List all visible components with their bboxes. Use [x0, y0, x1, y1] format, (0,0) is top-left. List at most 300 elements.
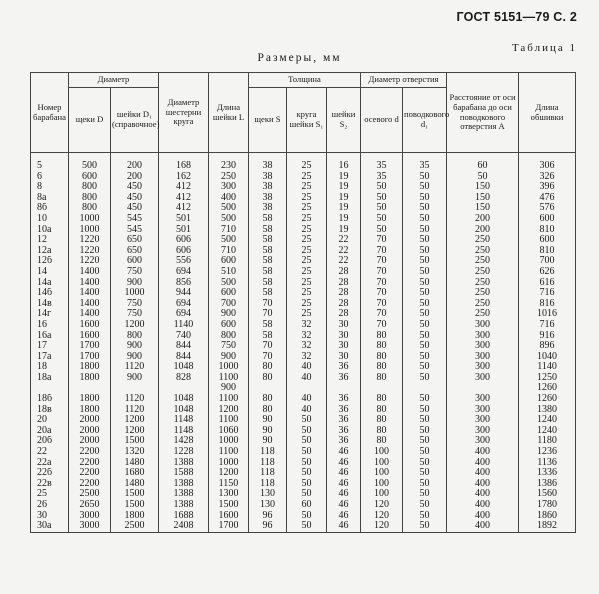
- table-cell: 606: [159, 235, 209, 246]
- table-cell: 70: [361, 309, 403, 320]
- table-row: [31, 500, 576, 511]
- table-cell: 118: [249, 458, 287, 469]
- table-cell: 800: [69, 203, 111, 214]
- table-cell: 50: [403, 225, 447, 236]
- table-cell: 58: [249, 267, 287, 278]
- table-cell: 1388: [159, 500, 209, 511]
- table-cell: 8б: [31, 203, 69, 214]
- table-cell: 1388: [159, 489, 209, 500]
- table-cell: 70: [249, 352, 287, 363]
- table-cell: 46: [327, 511, 361, 522]
- table-cell: 501: [159, 214, 209, 225]
- table-cell: 100: [361, 489, 403, 500]
- table-cell: 300: [447, 331, 519, 342]
- table-cell: 58: [249, 235, 287, 246]
- table-cell: 1148: [159, 426, 209, 437]
- table-cell: 1500: [209, 500, 249, 511]
- table-cell: 8а: [31, 193, 69, 204]
- table-label: Таблица 1: [511, 42, 577, 54]
- table-cell: 50: [403, 521, 447, 532]
- table-row: [31, 383, 576, 394]
- table-cell: 1600: [69, 331, 111, 342]
- table-cell: 58: [249, 331, 287, 342]
- table-cell: 120: [361, 521, 403, 532]
- header-lining-length: Длина обшивки: [519, 73, 576, 153]
- table-row: [31, 426, 576, 437]
- table-cell: 1800: [69, 362, 111, 373]
- table-cell: 22: [31, 447, 69, 458]
- table-cell: 400: [447, 500, 519, 511]
- table-cell: 46: [327, 521, 361, 532]
- table-cell: 1680: [111, 468, 159, 479]
- table-cell: 50: [287, 415, 327, 426]
- spec-table: [30, 72, 576, 533]
- table-cell: 96: [249, 521, 287, 532]
- table-cell: 38: [249, 172, 287, 183]
- table-cell: 38: [249, 153, 287, 172]
- table-cell: 80: [361, 394, 403, 405]
- table-cell: 1500: [111, 436, 159, 447]
- table-cell: 19: [327, 225, 361, 236]
- table-cell: 1400: [69, 309, 111, 320]
- table-cell: 32: [287, 341, 327, 352]
- table-cell: 944: [159, 288, 209, 299]
- table-cell: 50: [361, 182, 403, 193]
- table-cell: 700: [519, 256, 576, 267]
- table-cell: 25: [287, 153, 327, 172]
- spec-table-container: [30, 72, 575, 533]
- table-cell: 46: [327, 458, 361, 469]
- table-cell: 545: [111, 225, 159, 236]
- table-cell: 300: [447, 362, 519, 373]
- table-cell: 50: [403, 309, 447, 320]
- table-row: [31, 320, 576, 331]
- table-cell: 50: [287, 479, 327, 490]
- table-cell: 80: [361, 352, 403, 363]
- table-row: [31, 405, 576, 416]
- table-cell: [69, 383, 111, 394]
- table-row: [31, 225, 576, 236]
- table-row: [31, 352, 576, 363]
- table-cell: 18б: [31, 394, 69, 405]
- table-cell: 58: [249, 320, 287, 331]
- table-cell: 1100: [209, 373, 249, 384]
- table-cell: 1000: [209, 436, 249, 447]
- table-cell: 12: [31, 235, 69, 246]
- table-cell: 70: [361, 299, 403, 310]
- table-cell: 306: [519, 153, 576, 172]
- table-cell: 1800: [69, 373, 111, 384]
- table-cell: 50: [403, 203, 447, 214]
- table-cell: 14б: [31, 288, 69, 299]
- table-cell: 25: [287, 172, 327, 183]
- table-header: [31, 73, 576, 153]
- table-cell: 200: [447, 214, 519, 225]
- table-cell: 1200: [111, 426, 159, 437]
- table-cell: 250: [447, 309, 519, 320]
- table-cell: 14: [31, 267, 69, 278]
- table-cell: 5: [31, 153, 69, 172]
- table-cell: 19: [327, 172, 361, 183]
- table-cell: 816: [519, 299, 576, 310]
- table-cell: 70: [361, 320, 403, 331]
- table-cell: 50: [403, 278, 447, 289]
- table-cell: 400: [447, 479, 519, 490]
- table-cell: 100: [361, 468, 403, 479]
- table-cell: 19: [327, 214, 361, 225]
- table-cell: 25: [287, 278, 327, 289]
- table-cell: 20б: [31, 436, 69, 447]
- table-cell: 36: [327, 394, 361, 405]
- table-cell: 800: [69, 193, 111, 204]
- table-cell: 1388: [159, 479, 209, 490]
- table-cell: 750: [111, 267, 159, 278]
- table-cell: 1100: [209, 394, 249, 405]
- table-cell: 3000: [69, 521, 111, 532]
- header-diameter-group: Диаметр: [69, 73, 159, 88]
- table-cell: 1000: [69, 214, 111, 225]
- table-cell: 80: [361, 362, 403, 373]
- table-cell: 1500: [111, 500, 159, 511]
- table-cell: 500: [69, 153, 111, 172]
- table-cell: 810: [519, 246, 576, 257]
- table-cell: 50: [403, 246, 447, 257]
- table-cell: 600: [111, 256, 159, 267]
- table-cell: 916: [519, 331, 576, 342]
- table-cell: 28: [327, 299, 361, 310]
- table-row: [31, 331, 576, 342]
- header-axial-d: осевого d: [361, 88, 403, 153]
- header-neck-d1: шейки D₁ (справочное): [111, 88, 159, 153]
- table-cell: 700: [209, 299, 249, 310]
- table-cell: 900: [209, 352, 249, 363]
- table-cell: 40: [287, 362, 327, 373]
- table-cell: 25: [287, 256, 327, 267]
- table-cell: 35: [403, 153, 447, 172]
- table-cell: 16: [327, 153, 361, 172]
- table-cell: 1120: [111, 362, 159, 373]
- table-cell: 1400: [69, 267, 111, 278]
- table-row: [31, 468, 576, 479]
- table-cell: [403, 383, 447, 394]
- table-cell: 1200: [209, 468, 249, 479]
- table-row: [31, 214, 576, 225]
- table-cell: 50: [403, 511, 447, 522]
- table-cell: 716: [519, 288, 576, 299]
- table-cell: 1140: [159, 320, 209, 331]
- table-cell: 1560: [519, 489, 576, 500]
- table-cell: 10а: [31, 225, 69, 236]
- table-row: [31, 288, 576, 299]
- table-cell: 80: [361, 426, 403, 437]
- table-cell: 300: [447, 341, 519, 352]
- table-cell: 16а: [31, 331, 69, 342]
- table-cell: 1200: [111, 320, 159, 331]
- table-cell: 501: [159, 225, 209, 236]
- table-cell: 650: [111, 246, 159, 257]
- table-cell: 130: [249, 489, 287, 500]
- table-cell: 450: [111, 203, 159, 214]
- table-cell: 19: [327, 203, 361, 214]
- table-cell: 900: [209, 383, 249, 394]
- table-cell: 50: [287, 458, 327, 469]
- table-cell: 1100: [209, 447, 249, 458]
- header-hole-group: Диаметр отверстия: [361, 73, 447, 88]
- table-cell: 50: [403, 288, 447, 299]
- table-cell: 250: [447, 267, 519, 278]
- table-row: [31, 172, 576, 183]
- table-cell: 1250: [519, 373, 576, 384]
- table-cell: 25: [287, 182, 327, 193]
- table-row: [31, 256, 576, 267]
- table-cell: 35: [361, 153, 403, 172]
- table-cell: 740: [159, 331, 209, 342]
- table-cell: 2200: [69, 458, 111, 469]
- table-cell: 50: [287, 447, 327, 458]
- table-cell: 400: [447, 447, 519, 458]
- table-cell: 300: [447, 373, 519, 384]
- table-cell: 844: [159, 352, 209, 363]
- table-cell: 1300: [209, 489, 249, 500]
- table-cell: 200: [111, 172, 159, 183]
- table-row: [31, 373, 576, 384]
- table-cell: 36: [327, 415, 361, 426]
- table-cell: 80: [361, 373, 403, 384]
- table-cell: 1148: [159, 415, 209, 426]
- table-cell: 1800: [111, 511, 159, 522]
- table-cell: 2408: [159, 521, 209, 532]
- table-cell: 32: [287, 331, 327, 342]
- table-cell: 38: [249, 203, 287, 214]
- table-cell: 168: [159, 153, 209, 172]
- table-cell: 800: [111, 331, 159, 342]
- table-cell: 36: [327, 373, 361, 384]
- table-cell: 1892: [519, 521, 576, 532]
- table-cell: 19: [327, 193, 361, 204]
- table-cell: 70: [361, 256, 403, 267]
- table-cell: 396: [519, 182, 576, 193]
- table-cell: 1500: [111, 489, 159, 500]
- table-cell: 828: [159, 373, 209, 384]
- table-cell: 32: [287, 352, 327, 363]
- table-cell: 1016: [519, 309, 576, 320]
- table-cell: 118: [249, 468, 287, 479]
- table-cell: 50: [403, 299, 447, 310]
- table-row: [31, 436, 576, 447]
- table-cell: 40: [287, 373, 327, 384]
- table-cell: 50: [361, 225, 403, 236]
- table-cell: 710: [209, 246, 249, 257]
- table-cell: 14г: [31, 309, 69, 320]
- table-cell: 1800: [69, 394, 111, 405]
- table-cell: 2000: [69, 436, 111, 447]
- table-cell: 1000: [209, 362, 249, 373]
- table-row: [31, 521, 576, 532]
- table-cell: 70: [249, 299, 287, 310]
- table-cell: 118: [249, 447, 287, 458]
- table-cell: 750: [111, 309, 159, 320]
- table-cell: 130: [249, 500, 287, 511]
- table-cell: 400: [447, 511, 519, 522]
- table-cell: 70: [361, 278, 403, 289]
- table-cell: 18в: [31, 405, 69, 416]
- table-cell: 25: [287, 299, 327, 310]
- table-cell: 200: [447, 225, 519, 236]
- table-cell: 46: [327, 468, 361, 479]
- table-cell: 28: [327, 278, 361, 289]
- table-cell: 3000: [69, 511, 111, 522]
- table-cell: 250: [447, 235, 519, 246]
- table-cell: 476: [519, 193, 576, 204]
- table-cell: 1600: [209, 511, 249, 522]
- table-cell: 20а: [31, 426, 69, 437]
- table-cell: 50: [403, 235, 447, 246]
- table-cell: 58: [249, 214, 287, 225]
- table-cell: 58: [249, 225, 287, 236]
- table-cell: 1000: [209, 458, 249, 469]
- table-cell: 1136: [519, 458, 576, 469]
- table-cell: 50: [403, 352, 447, 363]
- table-cell: 1048: [159, 405, 209, 416]
- table-cell: 694: [159, 309, 209, 320]
- table-cell: 1140: [519, 362, 576, 373]
- table-cell: 26: [31, 500, 69, 511]
- table-cell: 50: [361, 203, 403, 214]
- table-row: [31, 479, 576, 490]
- table-cell: 600: [519, 235, 576, 246]
- table-row: [31, 394, 576, 405]
- table-cell: 1100: [209, 415, 249, 426]
- table-cell: 30а: [31, 521, 69, 532]
- table-cell: 80: [361, 415, 403, 426]
- header-cheek-d: щеки D: [69, 88, 111, 153]
- table-cell: [327, 383, 361, 394]
- table-cell: 326: [519, 172, 576, 183]
- table-cell: 46: [327, 489, 361, 500]
- table-cell: 25: [287, 225, 327, 236]
- table-cell: 25: [287, 193, 327, 204]
- table-cell: 1400: [69, 299, 111, 310]
- table-cell: 1780: [519, 500, 576, 511]
- table-cell: 500: [209, 214, 249, 225]
- table-cell: 250: [447, 246, 519, 257]
- table-cell: 1260: [519, 394, 576, 405]
- table-cell: 300: [447, 352, 519, 363]
- table-cell: 70: [361, 235, 403, 246]
- table-row: [31, 153, 576, 172]
- header-cheek-s: щеки S: [249, 88, 287, 153]
- table-cell: 150: [447, 182, 519, 193]
- table-cell: 36: [327, 436, 361, 447]
- table-cell: 412: [159, 203, 209, 214]
- table-cell: 100: [361, 458, 403, 469]
- table-row: [31, 415, 576, 426]
- header-thickness-group: Толщина: [249, 73, 361, 88]
- table-cell: 1220: [69, 235, 111, 246]
- table-cell: 58: [249, 256, 287, 267]
- table-cell: 1700: [69, 341, 111, 352]
- table-cell: 8: [31, 182, 69, 193]
- table-cell: 150: [447, 203, 519, 214]
- table-cell: 22в: [31, 479, 69, 490]
- table-cell: 250: [447, 256, 519, 267]
- table-cell: [447, 383, 519, 394]
- table-cell: 300: [447, 436, 519, 447]
- table-cell: 120: [361, 511, 403, 522]
- table-cell: 412: [159, 193, 209, 204]
- table-cell: 50: [287, 489, 327, 500]
- table-cell: 1600: [69, 320, 111, 331]
- header-neck-s2: шейки S₂: [327, 88, 361, 153]
- table-cell: 1400: [69, 278, 111, 289]
- table-cell: 38: [249, 182, 287, 193]
- table-cell: 2200: [69, 447, 111, 458]
- table-cell: 28: [327, 309, 361, 320]
- table-cell: 50: [287, 511, 327, 522]
- table-row: [31, 278, 576, 289]
- table-cell: 1700: [209, 521, 249, 532]
- table-cell: 600: [519, 214, 576, 225]
- table-cell: 300: [447, 320, 519, 331]
- table-cell: 412: [159, 182, 209, 193]
- table-cell: 1200: [209, 405, 249, 416]
- table-cell: 50: [361, 214, 403, 225]
- table-cell: 30: [327, 331, 361, 342]
- table-cell: 50: [403, 373, 447, 384]
- table-cell: 46: [327, 447, 361, 458]
- table-cell: 576: [519, 203, 576, 214]
- header-circle-diameter: Диаметр шестерни круга: [159, 73, 209, 153]
- table-cell: 50: [403, 489, 447, 500]
- table-cell: 1860: [519, 511, 576, 522]
- table-cell: 1388: [159, 458, 209, 469]
- table-cell: 800: [69, 182, 111, 193]
- table-cell: 250: [447, 278, 519, 289]
- table-cell: 50: [403, 468, 447, 479]
- table-cell: 1380: [519, 405, 576, 416]
- table-cell: 616: [519, 278, 576, 289]
- table-cell: 1700: [69, 352, 111, 363]
- table-cell: 19: [327, 182, 361, 193]
- table-cell: 400: [447, 489, 519, 500]
- table-cell: 80: [249, 405, 287, 416]
- table-cell: 400: [447, 521, 519, 532]
- header-num: Номер барабана: [31, 73, 69, 153]
- table-cell: 17: [31, 341, 69, 352]
- table-cell: [159, 383, 209, 394]
- table-cell: 25: [287, 267, 327, 278]
- table-cell: 25: [287, 246, 327, 257]
- table-cell: [287, 383, 327, 394]
- table-cell: 1040: [519, 352, 576, 363]
- table-cell: 50: [403, 172, 447, 183]
- table-cell: 80: [361, 331, 403, 342]
- table-cell: 80: [361, 436, 403, 447]
- table-cell: 30: [327, 320, 361, 331]
- table-cell: 50: [403, 214, 447, 225]
- header-circle-neck-s1: круга шейки S₁: [287, 88, 327, 153]
- table-cell: 1386: [519, 479, 576, 490]
- table-cell: 716: [519, 320, 576, 331]
- table-cell: 150: [447, 193, 519, 204]
- table-cell: 36: [327, 362, 361, 373]
- header-neck-length: Длина шейки L: [209, 73, 249, 153]
- table-row: [31, 193, 576, 204]
- table-cell: 14в: [31, 299, 69, 310]
- table-cell: 400: [447, 468, 519, 479]
- table-cell: 694: [159, 299, 209, 310]
- table-cell: 1260: [519, 383, 576, 394]
